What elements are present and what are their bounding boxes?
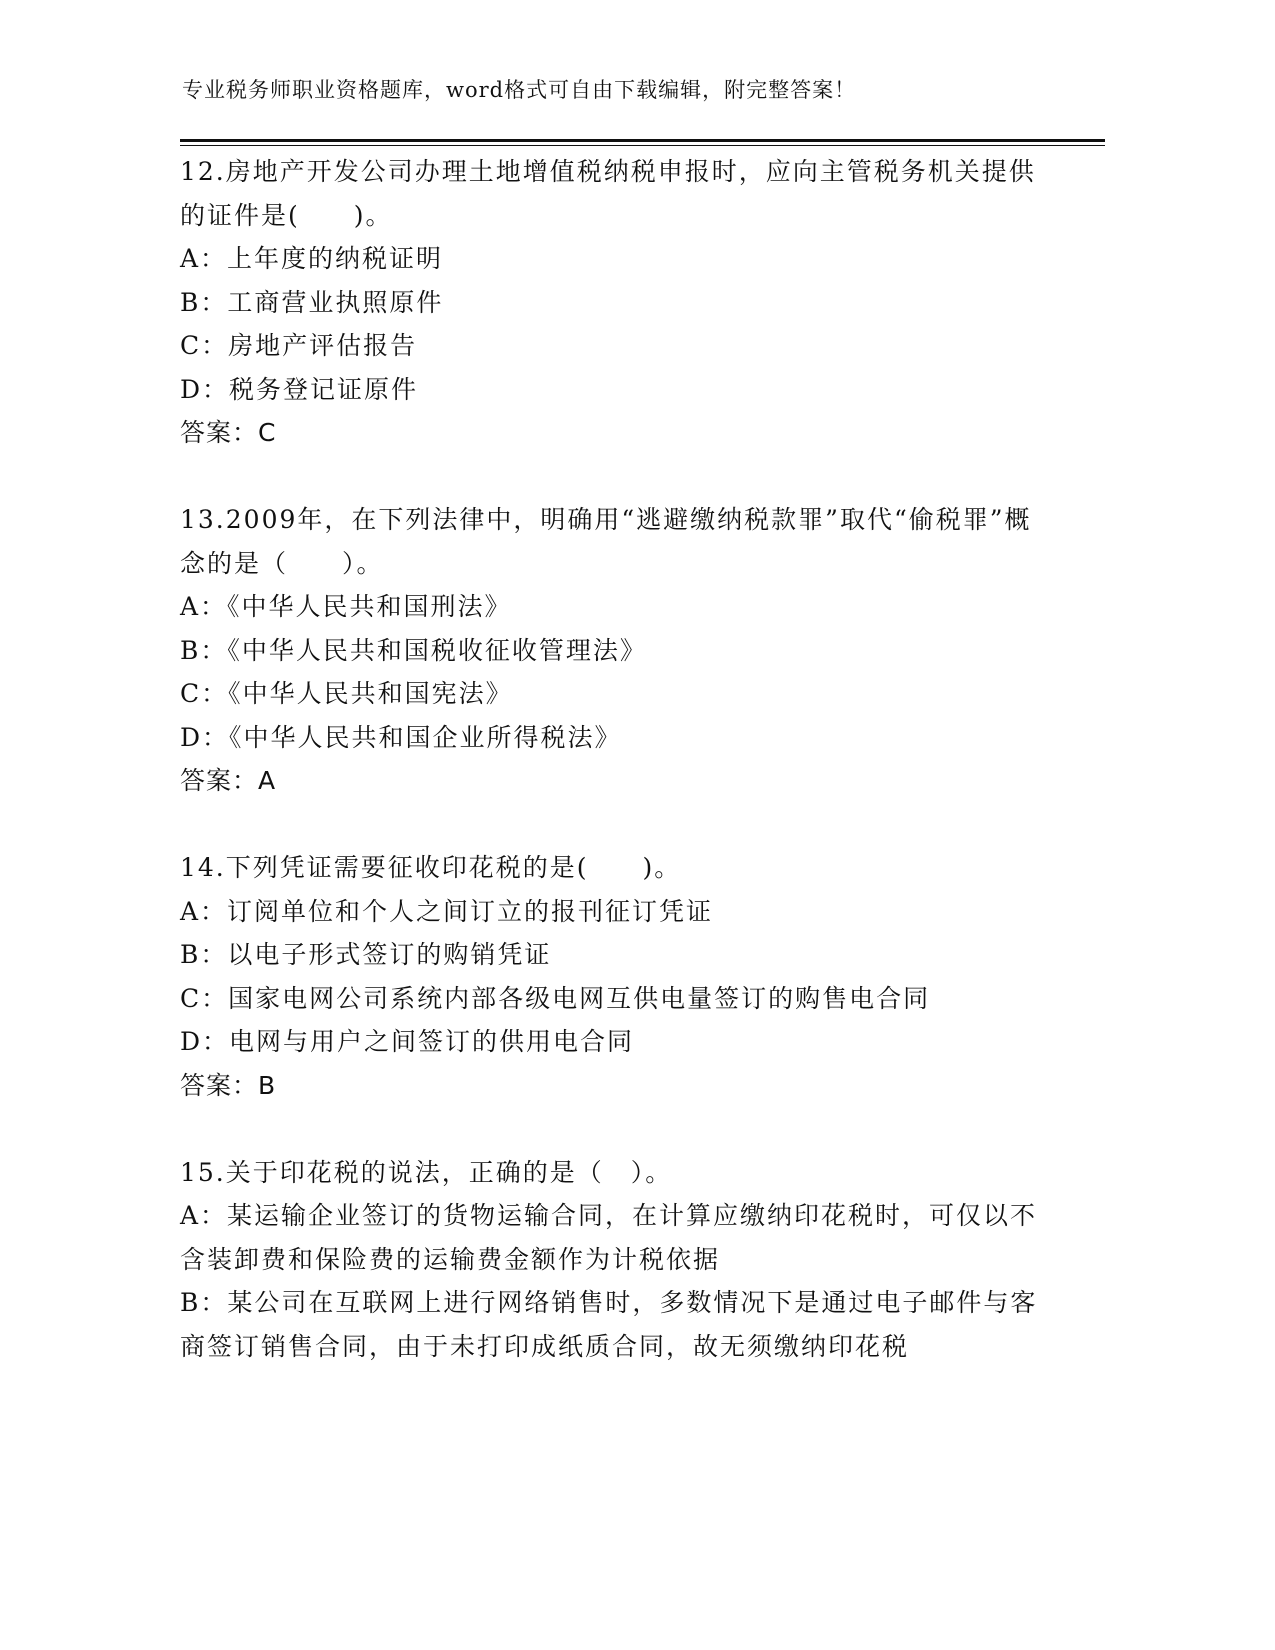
question-spacer bbox=[180, 803, 1060, 847]
question-15 bbox=[180, 1151, 1060, 1369]
question-list bbox=[180, 150, 1060, 1368]
question-stem: 12.房地产开发公司办理土地增值税纳税申报时，应向主管税务机关提供的证件是( )。 bbox=[180, 157, 1036, 230]
question-stem: 13.2009年，在下列法律中，明确用“逃避缴纳税款罪”取代“偷税罪”概念的是（ ）。 bbox=[180, 505, 1032, 578]
option-b: B：《中华人民共和国税收征收管理法》 bbox=[180, 635, 647, 665]
question-stem: 15.关于印花税的说法，正确的是（ ）。 bbox=[180, 1157, 673, 1187]
question-spacer bbox=[180, 1107, 1060, 1151]
page-header: 专业税务师职业资格题库，word格式可自由下载编辑，附完整答案！ bbox=[182, 78, 857, 102]
option-c: C：《中华人民共和国宪法》 bbox=[180, 679, 513, 708]
option-c: C：国家电网公司系统内部各级电网互供电量签订的购售电合同 bbox=[180, 983, 931, 1013]
header-divider-thin bbox=[180, 145, 1105, 146]
option-b: B：某公司在互联网上进行网络销售时，多数情况下是通过电子邮件与客商签订销售合同，由于未打印成纸质合同，故无须缴纳印花税 bbox=[180, 1288, 1038, 1361]
question-stem: 14.下列凭证需要征收印花税的是( )。 bbox=[180, 853, 682, 882]
question-14 bbox=[180, 846, 1060, 1107]
answer-line: 答案：B bbox=[180, 1070, 277, 1100]
answer-line: 答案：C bbox=[180, 418, 277, 447]
option-b: B：工商营业执照原件 bbox=[180, 287, 444, 317]
option-a: A：某运输企业签订的货物运输合同，在计算应缴纳印花税时，可仅以不含装卸费和保险费的运输费金额作为计税依据 bbox=[180, 1201, 1038, 1274]
answer-line: 答案：A bbox=[180, 766, 277, 795]
option-c: C：房地产评估报告 bbox=[180, 331, 418, 360]
option-d: D：电网与用户之间签订的供用电合同 bbox=[180, 1027, 635, 1056]
option-b: B：以电子形式签订的购销凭证 bbox=[180, 940, 552, 969]
header-divider-thick bbox=[180, 139, 1105, 142]
option-d: D：《中华人民共和国企业所得税法》 bbox=[180, 722, 622, 752]
option-d: D：税务登记证原件 bbox=[180, 374, 419, 404]
option-a: A：《中华人民共和国刑法》 bbox=[180, 592, 512, 621]
option-a: A：订阅单位和个人之间订立的报刊征订凭证 bbox=[180, 896, 714, 926]
question-spacer bbox=[180, 455, 1060, 499]
option-a: A：上年度的纳税证明 bbox=[180, 244, 444, 273]
question-12 bbox=[180, 150, 1060, 455]
question-13 bbox=[180, 498, 1060, 803]
